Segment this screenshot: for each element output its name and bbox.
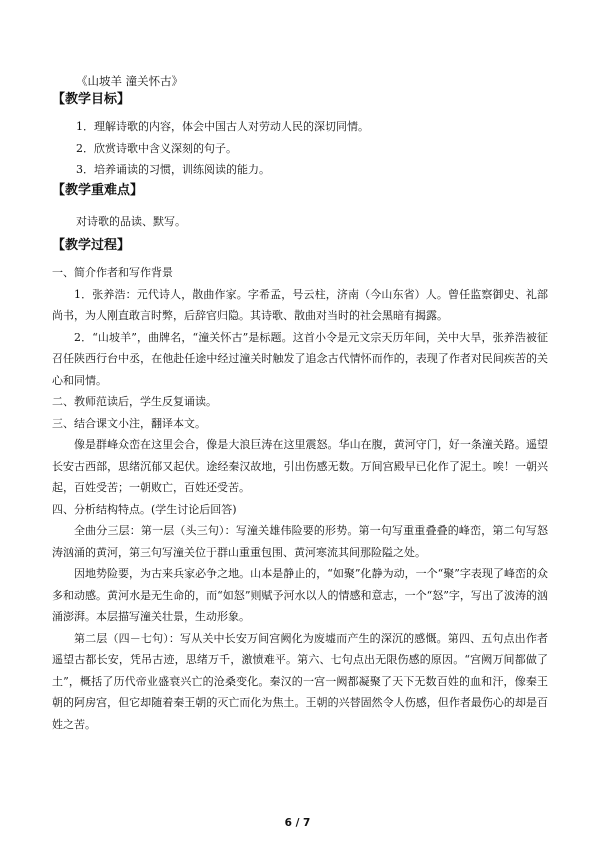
goal-item: 3．培养诵读的习惯，训练阅读的能力。 bbox=[76, 163, 270, 176]
process-paragraph: 1．张养浩：元代诗人，散曲作家。字希孟，号云柱，济南（今山东省）人。曾任监察御史、礼部尚书，为人刚直敢言时弊，后辞官归隐。其诗歌、散曲对当时的社会黑暗有揭露。 bbox=[52, 287, 548, 322]
process-step-title: 二、教师范读后，学生反复诵读。 bbox=[52, 395, 217, 408]
process-paragraph: 像是群峰众峦在这里会合，像是大浪巨涛在这里震怒。华山在腹，黄河守门，好一条潼关路。遥望长安古西部，思绪沉郁又起伏。途经秦汉故地，引出伤感无数。万间宫殿早已化作了泥土。唉！一朝兴起，百姓受苦；一朝败亡，百姓还受苦。 bbox=[52, 438, 548, 494]
process-paragraph: 因地势险要，为古来兵家必争之地。山本是静止的，“如聚”化静为动，一个“聚”字表现了峰峦的众多和动感。黄河水是无生命的，而“如怒”则赋予河水以人的情感和意志，一个“怒”字，写出了波涛的汹涌澎湃。本层描写潼关壮景，生动形象。 bbox=[52, 567, 548, 623]
document-title: 《山坡羊 潼关怀古》 bbox=[76, 74, 184, 88]
goal-item: 1．理解诗歌的内容，体会中国古人对劳动人民的深切同情。 bbox=[76, 120, 369, 133]
section-heading-process: 【教学过程】 bbox=[52, 238, 131, 253]
section-heading-goals: 【教学目标】 bbox=[52, 92, 131, 107]
page-content bbox=[52, 72, 548, 735]
process-paragraph: 2．“山坡羊”，曲牌名，“潼关怀古”是标题。这首小令是元文宗天历年间，关中大旱，张养浩被征召任陕西行台中丞，在他赴任途中经过潼关时触发了追念古代情怀而作的，表现了作者对民间疾苦的关心和同情。 bbox=[52, 330, 548, 387]
process-paragraph: 第二层（四－七句）：写从关中长安万间宫阙化为废墟而产生的深沉的感慨。第四、五句点出作者遥望古都长安，凭吊古迹，思绪万千，激愤难平。第六、七句点出无限伤感的原因。“宫阙万间都做了土”，概括了历代帝业盛衰兴亡的沧桑变化。秦汉的一宫一阙都凝聚了天下无数百姓的血和汗，像秦王朝的阿房宫，但它却随着秦王朝的灭亡而化为焦土。王朝的兴替固然令人伤感，但作者最伤心的却是百姓之苦。 bbox=[52, 631, 548, 731]
process-paragraph: 全曲分三层：第一层（头三句）：写潼关雄伟险要的形势。第一句写重重叠叠的峰峦，第二句写怒涛汹涌的黄河，第三句写潼关位于群山重重包围、黄河寒流其间那险隘之处。 bbox=[52, 524, 548, 559]
goal-item: 2．欣赏诗歌中含义深刻的句子。 bbox=[76, 141, 237, 155]
process-step-title: 三、结合课文小注，翻译本文。 bbox=[52, 416, 206, 430]
key-points-text: 对诗歌的品读、默写。 bbox=[76, 214, 186, 228]
section-heading-key-points: 【教学重难点】 bbox=[52, 182, 144, 198]
page-number: 6 / 7 bbox=[284, 817, 311, 829]
process-step-title: 四、分析结构特点。(学生讨论后回答) bbox=[52, 502, 237, 516]
process-step-title: 一、简介作者和写作背景 bbox=[52, 266, 173, 279]
goals-list bbox=[52, 116, 548, 181]
